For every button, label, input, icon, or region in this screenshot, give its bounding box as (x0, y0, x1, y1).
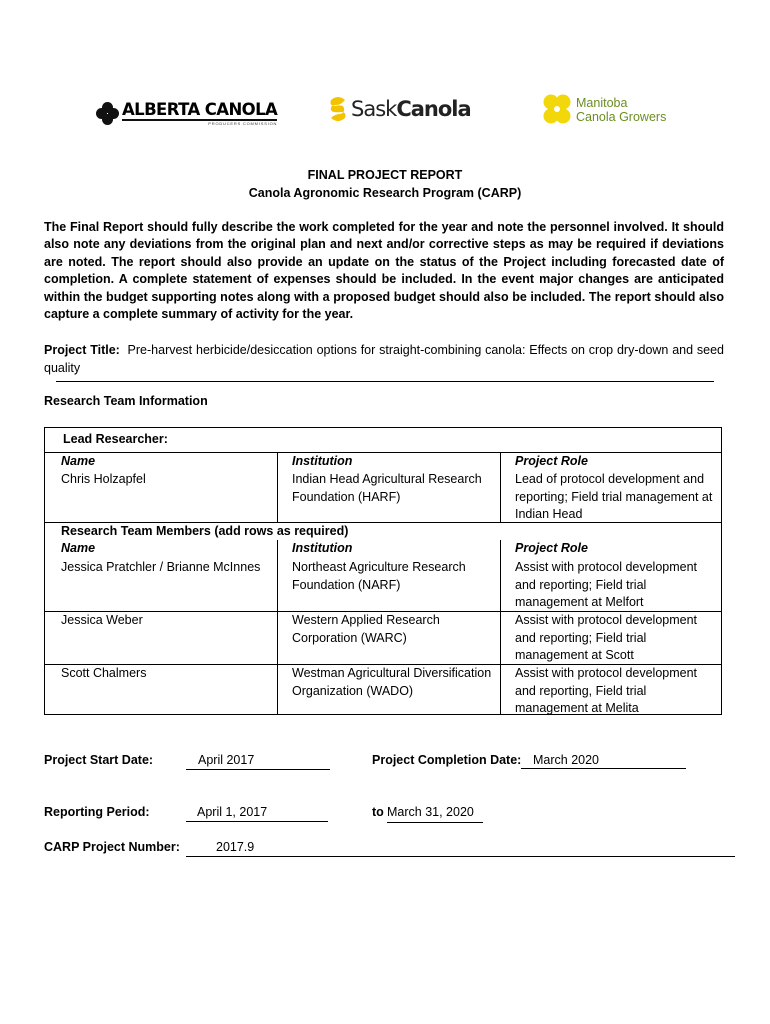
col-divider (500, 452, 501, 522)
completion-date-value: March 2020 (521, 753, 686, 769)
reporting-period-label: Reporting Period: (44, 805, 150, 819)
member-institution: Western Applied Research Corporation (WARC) (292, 613, 440, 645)
project-title-label: Project Title: (44, 343, 120, 357)
col-divider (277, 540, 278, 715)
member-name: Jessica Weber (61, 613, 143, 627)
lead-institution: Indian Head Agricultural Research Foundation (HARF) (292, 472, 482, 504)
manitoba-canola-growers-logo (540, 92, 666, 128)
completion-date-label: Project Completion Date: (372, 753, 522, 767)
manitoba-flower-icon (540, 93, 574, 127)
col-header-role: Project Role (515, 454, 588, 468)
report-subtitle: Canola Agronomic Research Program (CARP) (248, 186, 522, 200)
research-team-table (44, 427, 722, 715)
member-role: Assist with protocol development and reporting, Field trial management at Melita (515, 666, 698, 715)
member-institution: Westman Agricultural Diversification Organization (WADO) (292, 666, 492, 698)
member-name: Jessica Pratchler / Brianne McInnes (61, 560, 261, 574)
alberta-canola-logo (96, 100, 277, 128)
start-date-value: April 2017 (186, 753, 330, 770)
members-heading: Research Team Members (add rows as required) (61, 524, 349, 538)
alberta-logo-text: ALBERTA CANOLA (122, 102, 277, 122)
member-role: Assist with protocol development and reporting; Field trial management at Melfort (515, 560, 698, 609)
project-title-underline (56, 381, 714, 382)
reporting-period-to-label: to (372, 805, 384, 819)
col-header-institution: Institution (292, 454, 353, 468)
sask-canola-logo (327, 94, 471, 124)
sask-logo-prefix: Sask (351, 97, 397, 121)
col-divider (500, 540, 501, 715)
carp-number-value: 2017.9 (186, 840, 735, 857)
alberta-logo-subtext: PRODUCERS COMMISSION (208, 121, 278, 127)
manitoba-logo-line1: Manitoba (576, 96, 628, 110)
carp-number-label: CARP Project Number: (44, 840, 180, 854)
col-header-name: Name (61, 541, 96, 555)
report-title: FINAL PROJECT REPORT (307, 168, 463, 182)
canola-flower-icon (96, 102, 120, 126)
lead-name: Chris Holzapfel (61, 472, 146, 486)
lead-researcher-heading: Lead Researcher: (63, 432, 168, 446)
col-header-name: Name (61, 454, 96, 468)
col-divider (277, 452, 278, 522)
lead-role: Lead of protocol development and reporting; Field trial management at Indian Head (515, 472, 713, 521)
reporting-period-from: April 1, 2017 (186, 805, 328, 822)
member-name: Scott Chalmers (61, 666, 147, 680)
member-institution: Northeast Agriculture Research Foundation (NARF) (292, 560, 466, 592)
project-title-value: Pre-harvest herbicide/desiccation options for straight-combining canola: Effects on crop dry-down and seed quality (44, 343, 725, 375)
col-header-role: Project Role (515, 541, 588, 555)
sask-canola-flower-icon (327, 96, 349, 122)
project-title (44, 341, 724, 377)
research-team-heading: Research Team Information (44, 394, 208, 408)
reporting-period-to: March 31, 2020 (387, 805, 483, 823)
intro-paragraph: The Final Report should fully describe the work completed for the year and note the personnel involved. It should also note any deviations from the original plan and next and/or corrective steps as may be required if deviations are noted. The report should also provide an update on the status of the Project including forecasted date of completion. A complete statement of expenses should be included. In the event major changes are anticipated within the budget supporting notes along with a proposed budget should also be included. The report should also capture a complete summary of activity for the year. (44, 220, 724, 322)
col-header-institution: Institution (292, 541, 353, 555)
start-date-label: Project Start Date: (44, 753, 154, 767)
manitoba-logo-line2: Canola Growers (576, 110, 667, 124)
member-role: Assist with protocol development and reporting; Field trial management at Scott (515, 613, 698, 662)
sask-logo-suffix: Canola (396, 97, 471, 121)
